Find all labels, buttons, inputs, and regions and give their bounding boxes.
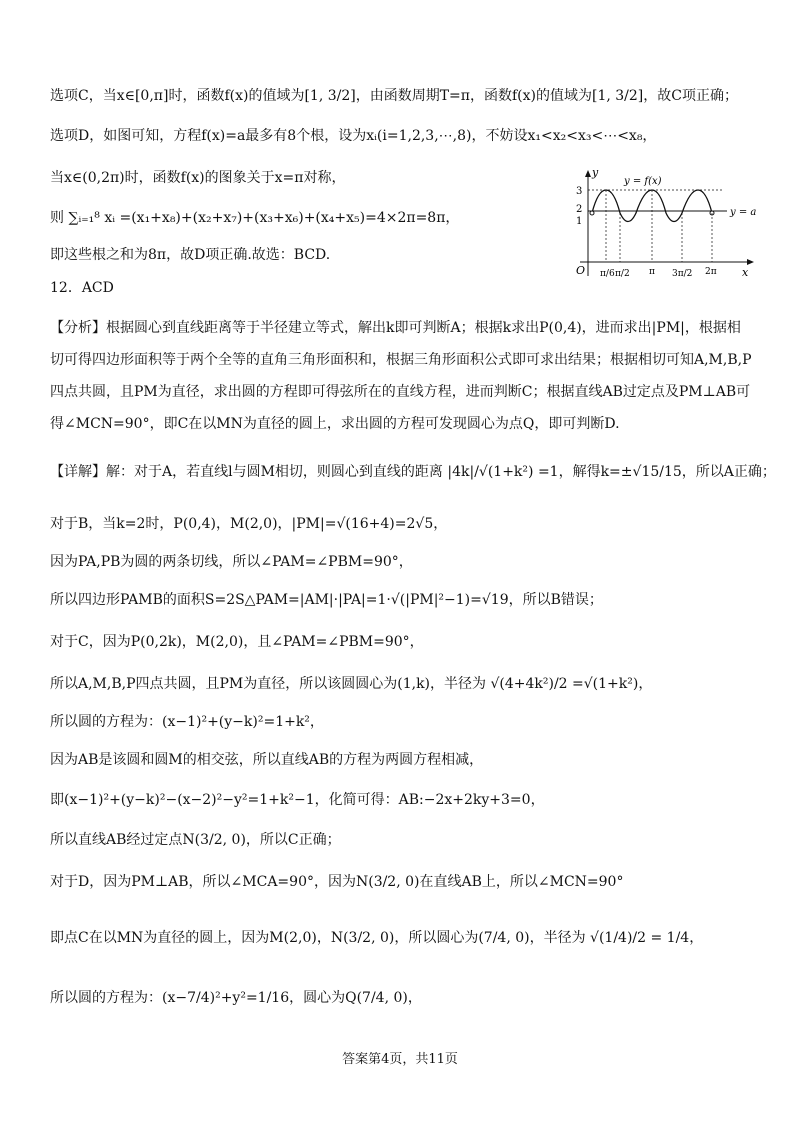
origin-label: O: [576, 264, 586, 277]
detail-line-d: 对于D，因为PM⊥AB，所以∠MCA=90°，因为N(3/2, 0)在直线AB上，所以∠MCN=90°: [50, 874, 624, 890]
x-tick-pi: π: [649, 267, 655, 277]
x-tick-pi-2: π/2: [615, 269, 630, 279]
detail-line-tangent: 因为PA,PB为圆的两条切线，所以∠PAM=∠PBM=90°，: [50, 554, 413, 570]
detail-line-b: 对于B，当k=2时，P(0,4)，M(2,0)，|PM|=√(16+4)=2√5，: [50, 516, 448, 532]
line-sum: 则 ∑ᵢ₌₁⁸ xᵢ =(x₁+x₈)+(x₂+x₇)+(x₃+x₆)+(x₄+x₅)=4×2π=8π，: [50, 210, 460, 226]
detail-line-final-circle: 所以圆的方程为：(x−7/4)²+y²=1/16，圆心为Q(7/4, 0)，: [50, 990, 422, 1006]
line-symmetry: 当x∈(0,2π)时，函数f(x)的图象关于x=π对称，: [50, 170, 346, 186]
detail-line-subtract: 即(x−1)²+(y−k)²−(x−2)²−y²=1+k²−1，化简可得：AB:−2x+2ky+3=0，: [50, 792, 545, 808]
detail-line-common-chord: 因为AB是该圆和圆M的相交弦，所以直线AB的方程为两圆方程相减，: [50, 752, 484, 768]
x-tick-2pi: 2π: [705, 267, 717, 277]
detail-line-fixed-point: 所以直线AB经过定点N(3/2, 0)，所以C正确；: [50, 832, 341, 848]
y-axis-label: y: [592, 168, 599, 179]
analysis-line-1: 【分析】根据圆心到直线距离等于半径建立等式，解出k即可判断A；根据k求出P(0,4)，进而求出|PM|，根据相: [50, 320, 741, 336]
analysis-line-2: 切可得四边形面积等于两个全等的直角三角形面积和，根据三角形面积公式即可求出结果；根据相切可知A,M,B,P: [50, 352, 752, 368]
line-conclusion-d: 即这些根之和为8π，故D项正确.故选：BCD.: [50, 247, 331, 263]
detail-line-mn-circle: 即点C在以MN为直径的圆上，因为M(2,0)，N(3/2, 0)，所以圆心为(7/4, 0)，半径为 √(1/4)/2 = 1/4，: [50, 930, 704, 946]
y-tick-2: 2: [576, 204, 583, 215]
x-axis-label: x: [742, 266, 749, 279]
detail-line-c: 对于C，因为P(0,2k)，M(2,0)，且∠PAM=∠PBM=90°，: [50, 634, 424, 650]
y-axis-arrow: [585, 170, 591, 177]
analysis-line-3: 四点共圆，且PM为直径，求出圆的方程即可得弦所在的直线方程，进而判断C；根据直线AB过定点及PM⊥AB可: [50, 384, 751, 400]
x-tick-pi-6: π/6: [600, 269, 615, 279]
page-footer: 答案第4页，共11页: [342, 1052, 458, 1067]
open-endpoint-left: [590, 211, 594, 215]
detail-line-a: 【详解】解：对于A，若直线l与圆M相切，则圆心到直线的距离 |4k|/√(1+k²) =1，解得k=±√15/15，所以A正确；: [50, 464, 776, 480]
detail-line-concyclic: 所以A,M,B,P四点共圆，且PM为直径，所以该圆圆心为(1,k)，半径为 √(4+4k²)/2 =√(1+k²)，: [50, 676, 653, 692]
line-option-c: 选项C，当x∈[0,π]时，函数f(x)的值域为[1, 3/2]，由函数周期T=π，函数f(x)的值域为[1, 3/2]，故C项正确；: [50, 88, 738, 104]
y-tick-3: 3: [576, 186, 583, 197]
analysis-line-4: 得∠MCN=90°，即C在以MN为直径的圆上，求出圆的方程可发现圆心为点Q，即可判断D.: [50, 416, 620, 432]
function-graph-figure: [562, 168, 777, 288]
detail-line-circle-eq: 所以圆的方程为：(x−1)²+(y−k)²=1+k²，: [50, 714, 324, 730]
x-axis-arrow: [747, 259, 754, 265]
x-tick-3pi-2: 3π/2: [672, 269, 693, 279]
question-12-answer: 12．ACD: [50, 280, 114, 296]
line-y-equals-a-label: y = a: [730, 207, 757, 218]
detail-line-area: 所以四边形PAMB的面积S=2S△PAM=|AM|·|PA|=1·√(|PM|²−1)=√19，所以B错误；: [50, 592, 603, 608]
curve-label: y = f(x): [624, 176, 662, 187]
y-tick-1: 1: [576, 216, 583, 227]
line-option-d: 选项D，如图可知，方程f(x)=a最多有8个根，设为xᵢ(i=1,2,3,⋯,8)，不妨设x₁<x₂<x₃<⋯<x₈，: [50, 128, 657, 144]
